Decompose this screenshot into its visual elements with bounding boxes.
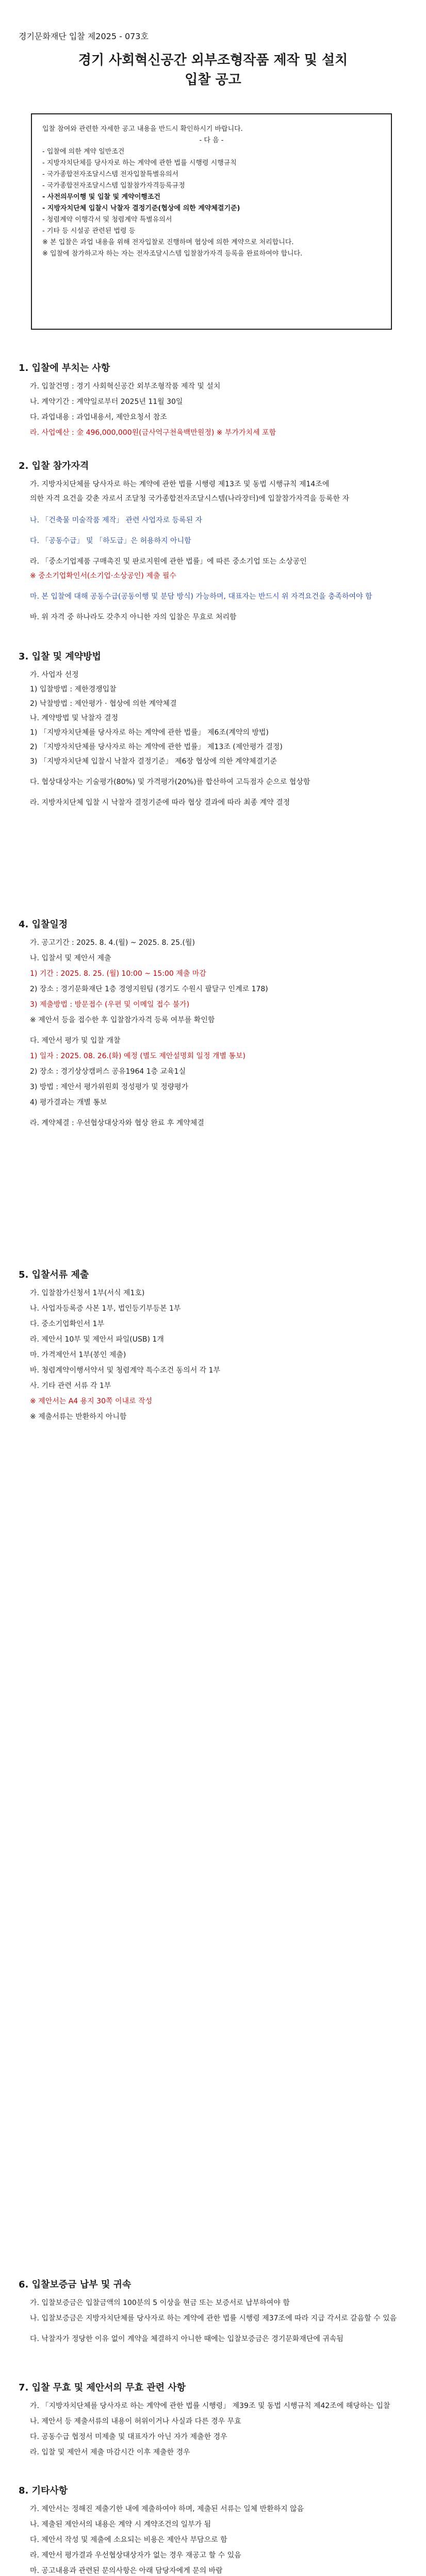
- section-1-line: 라. 사업예산 : 金 496,000,000원(금사억구천육백만원정) ※ 부가가치세 포함: [30, 429, 276, 437]
- section-3-line: 3) 「지방자치단체 입찰시 낙찰자 결정기준」 제6장 협상에 의한 계약체결기준: [30, 757, 277, 766]
- section-6-line: 나. 입찰보증금은 지방자치단체를 당사자로 하는 계약에 관한 법률 시행령 제37조에 따라 지급 각서로 갈음할 수 있음: [30, 2314, 397, 2323]
- section-3-line: 라. 지방자치단체 입찰 시 낙찰자 결정기준에 따라 협상 결과에 따라 최종 계약 결정: [30, 799, 290, 807]
- section-4-line: ※ 제안서 등을 접수한 후 입찰참가자격 등록 여부를 확인함: [30, 1016, 215, 1024]
- section-4-line: 나. 입찰서 및 제안서 제출: [30, 954, 111, 962]
- section-3-line: 다. 협상대상자는 기술평가(80%) 및 가격평가(20%)를 합산하여 고득점자 순으로 협상함: [30, 778, 310, 786]
- section-2-line: 라. 「중소기업제품 구매촉진 및 판로지원에 관한 법률」에 따른 중소기업 또는 소상공인: [30, 557, 307, 566]
- section-3-title: 3. 입찰 및 계약방법: [19, 651, 101, 662]
- section-6-title: 6. 입찰보증금 납부 및 귀속: [19, 2279, 132, 2290]
- section-5-line: 라. 제안서 10부 및 제안서 파일(USB) 1개: [30, 1335, 164, 1344]
- section-7-line: 다. 공동수급 협정서 미제출 및 대표자가 아닌 자가 제출한 경우: [30, 2433, 227, 2441]
- section-4-line: 4) 평가결과는 개별 통보: [30, 1098, 107, 1107]
- section-2-line: 마. 본 입찰에 대해 공동수급(공동이행 및 분담 방식) 가능하며, 대표자는 반드시 위 자격요건을 충족하여야 함: [30, 592, 372, 601]
- summary-box: [31, 113, 392, 330]
- section-5-line: ※ 제출서류는 반환하지 아니함: [30, 1413, 127, 1421]
- summary-item: - 청렴계약 이행각서 및 청렴계약 특별유의서: [42, 216, 172, 224]
- section-8-line: 나. 제출된 제안서의 내용은 계약 시 계약조건의 일부가 됨: [30, 2520, 211, 2529]
- section-2-line: ※ 중소기업확인서(소기업·소상공인) 제출 필수: [30, 572, 176, 580]
- section-3-line: 가. 사업자 선정: [30, 671, 79, 679]
- section-8-title: 8. 기타사항: [19, 2485, 68, 2496]
- section-8-line: 마. 공고내용과 관련된 문의사항은 아래 담당자에게 문의 바람: [30, 2567, 223, 2575]
- summary-item: - 국가종합전자조달시스템 전자입찰특별유의서: [42, 171, 179, 178]
- section-8-line: 가. 제안서는 정해진 제출기한 내에 제출하여야 하며, 제출된 서류는 일체 반환하지 않음: [30, 2505, 304, 2513]
- section-3-line: 2) 낙찰방법 : 제안평가 · 협상에 의한 계약체결: [30, 700, 177, 708]
- summary-item: ※ 입찰에 참가하고자 하는 자는 전자조달시스템 입찰참가자격 등록을 완료하여야 합니다.: [42, 250, 303, 258]
- section-4-line: 라. 계약체결 : 우선협상대상자와 협상 완료 후 계약체결: [30, 1119, 204, 1127]
- section-6-line: 다. 낙찰자가 정당한 이유 없이 계약을 체결하지 아니한 때에는 입찰보증금은 경기문화재단에 귀속됨: [30, 2335, 343, 2343]
- section-4-line: 2) 장소 : 경기상상캠퍼스 공유1964 1층 교육1실: [30, 1067, 186, 1076]
- section-4-line: 1) 기간 : 2025. 8. 25. (월) 10:00 ~ 15:00 제출 마감: [30, 970, 206, 978]
- section-2-line: 가. 지방자치단체를 당사자로 하는 계약에 관한 법률 시행령 제13조 및 동법 시행규칙 제14조에: [30, 480, 330, 488]
- notice-number: 경기문화재단 입찰 제2025 - 073호: [19, 31, 149, 41]
- section-2-line: 바. 위 자격 중 하나라도 갖추지 아니한 자의 입찰은 무효로 처리함: [30, 613, 237, 621]
- section-3-line: 1) 입찰방법 : 제한경쟁입찰: [30, 685, 117, 693]
- title-line-2: 입찰 공고: [185, 72, 241, 88]
- section-2-line: 의한 자격 요건을 갖춘 자로서 조달청 국가종합전자조달시스템(나라장터)에 입찰참가자격을 등록한 자: [30, 495, 349, 503]
- section-5-line: 다. 중소기업확인서 1부: [30, 1320, 104, 1328]
- section-5-line: ※ 제안서는 A4 용지 30쪽 이내로 작성: [30, 1397, 153, 1405]
- section-4-title: 4. 입찰일정: [19, 919, 68, 930]
- section-2-line: 다. 「공동수급」 및 「하도급」은 허용하지 아니함: [30, 537, 191, 545]
- section-1-title: 1. 입찰에 부치는 사항: [19, 363, 110, 374]
- section-1-line: 나. 계약기간 : 계약일로부터 2025년 11월 30일: [30, 398, 183, 406]
- section-4-line: 다. 제안서 평가 및 입찰 개찰: [30, 1037, 121, 1045]
- section-2-line: 나. 「건축물 미술작품 제작」 관련 사업자로 등록된 자: [30, 516, 203, 524]
- section-3-line: 나. 계약방법 및 낙찰자 결정: [30, 714, 119, 722]
- section-4-line: 3) 제출방법 : 방문접수 (우편 및 이메일 접수 불가): [30, 1001, 190, 1009]
- section-7-title: 7. 입찰 무효 및 제안서의 무효 관련 사항: [19, 2382, 186, 2393]
- section-7-line: 가. 「지방자치단체를 당사자로 하는 계약에 관한 법률 시행령」 제39조 및 동법 시행규칙 제42조에 해당하는 입찰: [30, 2402, 390, 2410]
- title-line-1: 경기 사회혁신공간 외부조형작품 제작 및 설치: [78, 53, 348, 68]
- summary-item: - 사전의무이행 및 입찰 및 계약이행조건: [42, 193, 160, 201]
- section-7-line: 나. 제안서 등 제출서류의 내용이 허위이거나 사실과 다른 경우 무효: [30, 2417, 241, 2426]
- section-4-line: 2) 장소 : 경기문화재단 1층 경영지원팀 (경기도 수원시 팔달구 인계로 178): [30, 985, 268, 993]
- section-3-line: 2) 「지방자치단체를 당사자로 하는 계약에 관한 법률」 제13조 (제안평가 결정): [30, 743, 283, 751]
- section-3-line: 1) 「지방자치단체를 당사자로 하는 계약에 관한 법률」 제6조(계약의 방법): [30, 728, 269, 737]
- summary-item: - 지방자치단체 입찰시 낙찰자 결정기준(협상에 의한 계약체결기준): [42, 205, 240, 212]
- summary-intro: 입찰 참여와 관련한 자세한 공고 내용을 반드시 확인하시기 바랍니다.: [42, 125, 243, 133]
- section-8-line: 다. 제안서 작성 및 제출에 소요되는 비용은 제안사 부담으로 함: [30, 2536, 227, 2544]
- summary-divider: - 다 음 -: [199, 137, 224, 144]
- summary-item: - 기타 등 시설공 관련된 법령 등: [42, 227, 136, 235]
- section-5-line: 가. 입찰참가신청서 1부(서식 제1호): [30, 1289, 145, 1297]
- summary-item: - 국가종합전자조달시스템 입찰참가자격등록규정: [42, 182, 185, 190]
- section-1-line: 가. 입찰건명 : 경기 사회혁신공간 외부조형작품 제작 및 설치: [30, 382, 221, 391]
- summary-item: - 지방자치단체를 당사자로 하는 계약에 관한 법률 시행령 시행규칙: [42, 159, 237, 167]
- section-5-title: 5. 입찰서류 제출: [19, 1269, 89, 1280]
- section-4-line: 1) 일자 : 2025. 08. 26.(화) 예정 (별도 제안설명회 일정 개별 통보): [30, 1052, 245, 1060]
- section-2-title: 2. 입찰 참가자격: [19, 461, 89, 471]
- section-5-line: 나. 사업자등록증 사본 1부, 법인등기부등본 1부: [30, 1304, 181, 1313]
- section-8-line: 라. 제안서 평가결과 우선협상대상자가 없는 경우 재공고 할 수 있음: [30, 2551, 241, 2560]
- section-5-line: 마. 가격제안서 1부(봉인 제출): [30, 1351, 126, 1359]
- summary-item: - 입찰에 의한 계약 일반조건: [42, 148, 125, 156]
- summary-item: ※ 본 입찰은 과업 내용을 위해 전자입찰로 진행하며 협상에 의한 계약으로 처리합니다.: [42, 239, 294, 246]
- section-1-line: 다. 과업내용 : 과업내용서, 제안요청서 참조: [30, 413, 167, 421]
- section-6-line: 가. 입찰보증금은 입찰금액의 100분의 5 이상을 현금 또는 보증서로 납부하여야 함: [30, 2299, 290, 2307]
- section-5-line: 사. 기타 관련 서류 각 1부: [30, 1382, 111, 1390]
- section-7-line: 라. 입찰 및 제안서 제출 마감시간 이후 제출한 경우: [30, 2448, 190, 2456]
- section-4-line: 가. 공고기간 : 2025. 8. 4.(월) ~ 2025. 8. 25.(월): [30, 939, 195, 947]
- section-5-line: 바. 청렴계약이행서약서 및 청렴계약 특수조건 동의서 각 1부: [30, 1366, 221, 1375]
- section-4-line: 3) 방법 : 제안서 평가위원회 정성평가 및 정량평가: [30, 1083, 189, 1091]
